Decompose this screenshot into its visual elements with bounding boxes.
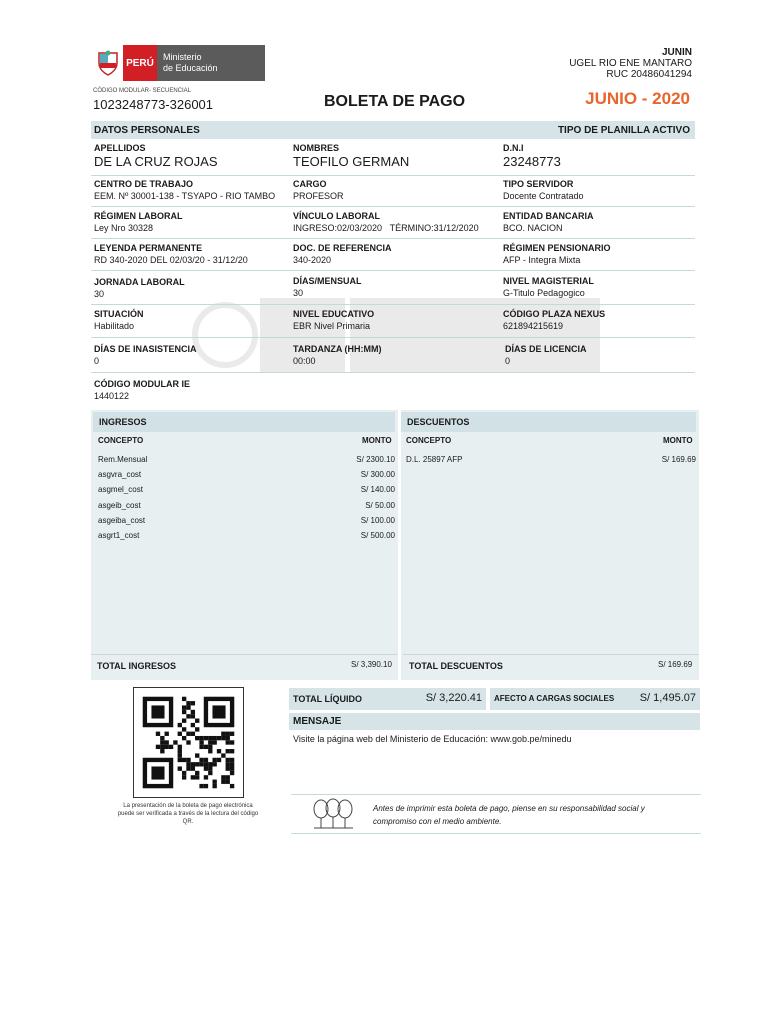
descuentos-col-concepto: CONCEPTO (406, 436, 452, 445)
field-dias-mensual: DÍAS/MENSUAL 30 (293, 276, 362, 298)
field-regimen-pensionario: RÉGIMEN PENSIONARIO AFP - Integra Mixta (503, 243, 611, 265)
total-liquido-value: S/ 3,220.41 (425, 692, 482, 704)
field-centro-trabajo: CENTRO DE TRABAJO EEM. Nº 30001-138 - TSYAPO - RIO TAMBO (94, 179, 276, 201)
ingreso-monto: S/ 100.00 (360, 515, 395, 525)
ingreso-concepto: asgvra_cost (98, 470, 142, 480)
field-dias-inasistencia: DÍAS DE INASISTENCIA 0 (94, 344, 197, 366)
ingreso-monto: S/ 2300.10 (356, 455, 395, 464)
field-nombres: NOMBRES TEOFILO GERMAN (293, 143, 410, 169)
divider (91, 175, 695, 176)
ingreso-concepto: asgmel_cost (98, 485, 143, 495)
divider (91, 654, 397, 655)
datos-personales-title: DATOS PERSONALES (94, 125, 200, 136)
total-liquido-label: TOTAL LÍQUIDO (293, 694, 362, 704)
field-codigo-modular-ie: CÓDIGO MODULAR IE 1440122 (94, 379, 190, 401)
peru-label: PERÚ (123, 45, 157, 81)
codmod-label: CÓDIGO MODULAR- SECUENCIAL (93, 88, 192, 94)
divider (91, 270, 695, 271)
total-descuentos-label: TOTAL DESCUENTOS (409, 661, 503, 671)
page-title: BOLETA DE PAGO (324, 93, 466, 110)
ingreso-concepto: asgrt1_cost (98, 531, 140, 540)
divider (91, 337, 695, 338)
ingreso-monto: S/ 300.00 (360, 470, 395, 480)
field-cargo: CARGO PROFESOR (293, 179, 344, 201)
eco-message: Antes de imprimir esta boleta de pago, piense en su responsabilidad social y compromiso con el medio ambiente. (373, 804, 645, 826)
field-tipo-servidor: TIPO SERVIDOR Docente Contratado (503, 179, 584, 201)
field-dias-licencia: DÍAS DE LICENCIA 0 (505, 344, 587, 366)
mensaje-band: MENSAJE (289, 713, 700, 730)
minedu-logo (93, 45, 265, 81)
ingresos-title: INGRESOS (93, 412, 395, 432)
descuento-concepto: D.L. 25897 AFP (406, 455, 463, 464)
qr-caption: La presentación de la boleta de pago electrónica puede ser verificada a través de la lectura del código QR. (117, 803, 259, 825)
total-ingresos-value: S/ 3,390.10 (351, 660, 392, 669)
total-liquido-box (289, 688, 486, 710)
payment-panel (91, 410, 699, 680)
field-leyenda: LEYENDA PERMANENTE RD 340-2020 DEL 02/03/20 - 31/12/20 (94, 243, 248, 265)
tipo-planilla: TIPO DE PLANILLA ACTIVO (557, 125, 690, 136)
codmod-value: 1023248773-326001 (93, 97, 214, 112)
divider (91, 238, 695, 239)
divider (403, 654, 699, 655)
descuentos-title: DESCUENTOS (401, 412, 696, 432)
ingreso-concepto: Rem.Mensual (98, 455, 148, 464)
ruc: RUC 20486041294 (606, 69, 692, 80)
ingreso-concepto: asgeiba_cost (98, 515, 146, 525)
ingresos-col-monto: MONTO (362, 436, 392, 445)
field-entidad-bancaria: ENTIDAD BANCARIA BCO. NACION (503, 211, 594, 233)
ingreso-monto: S/ 500.00 (360, 531, 395, 540)
field-situacion: SITUACIÓN Habilitado (94, 309, 144, 331)
field-nivel-educativo: NIVEL EDUCATIVO EBR Nivel Primaria (293, 309, 375, 331)
field-dni: D.N.I 23248773 (503, 143, 561, 169)
ministry-label: Ministerio de Educación (157, 45, 265, 81)
pay-period: JUNIO - 2020 (585, 89, 690, 108)
afecto-box (490, 688, 700, 710)
field-doc-referencia: DOC. DE REFERENCIA 340-2020 (293, 243, 392, 265)
field-jornada: JORNADA LABORAL 30 (94, 277, 185, 299)
ingresos-col-concepto: CONCEPTO (98, 436, 144, 445)
trees-icon (311, 798, 356, 830)
ugel: UGEL RIO ENE MANTARO (569, 58, 692, 69)
datos-personales-band (91, 121, 695, 139)
afecto-label: AFECTO A CARGAS SOCIALES (494, 694, 615, 703)
ingreso-concepto: asgeib_cost (98, 500, 141, 510)
ingreso-monto: S/ 50.00 (365, 500, 395, 510)
divider (91, 304, 695, 305)
total-ingresos-label: TOTAL INGRESOS (97, 661, 177, 671)
descuentos-col-monto: MONTO (663, 436, 693, 445)
field-vinculo-laboral: VÍNCULO LABORAL INGRESO:02/03/2020 TÉRMINO:31/12/2020 (293, 211, 479, 233)
afecto-value: S/ 1,495.07 (639, 692, 696, 704)
panel-separator (398, 410, 401, 680)
field-apellidos: APELLIDOS DE LA CRUZ ROJAS (94, 143, 218, 169)
divider (91, 372, 695, 373)
field-regimen-laboral: RÉGIMEN LABORAL Ley Nro 30328 (94, 211, 183, 233)
qr-code-icon (133, 687, 244, 798)
field-codigo-nexus: CÓDIGO PLAZA NEXUS 621894215619 (503, 309, 606, 331)
total-descuentos-value: S/ 169.69 (658, 660, 693, 669)
field-nivel-magisterial: NIVEL MAGISTERIAL G-Titulo Pedagogico (503, 276, 594, 298)
peru-shield-icon (93, 45, 123, 81)
mensaje-text: Visite la página web del Ministerio de Educación: www.gob.pe/minedu (293, 734, 572, 744)
divider (91, 206, 695, 207)
descuento-monto: S/ 169.69 (661, 455, 696, 464)
issuer-info (569, 47, 692, 80)
field-tardanza: TARDANZA (HH:MM) 00:00 (293, 344, 382, 366)
region: JUNIN (661, 47, 692, 58)
ingreso-monto: S/ 140.00 (360, 485, 395, 495)
